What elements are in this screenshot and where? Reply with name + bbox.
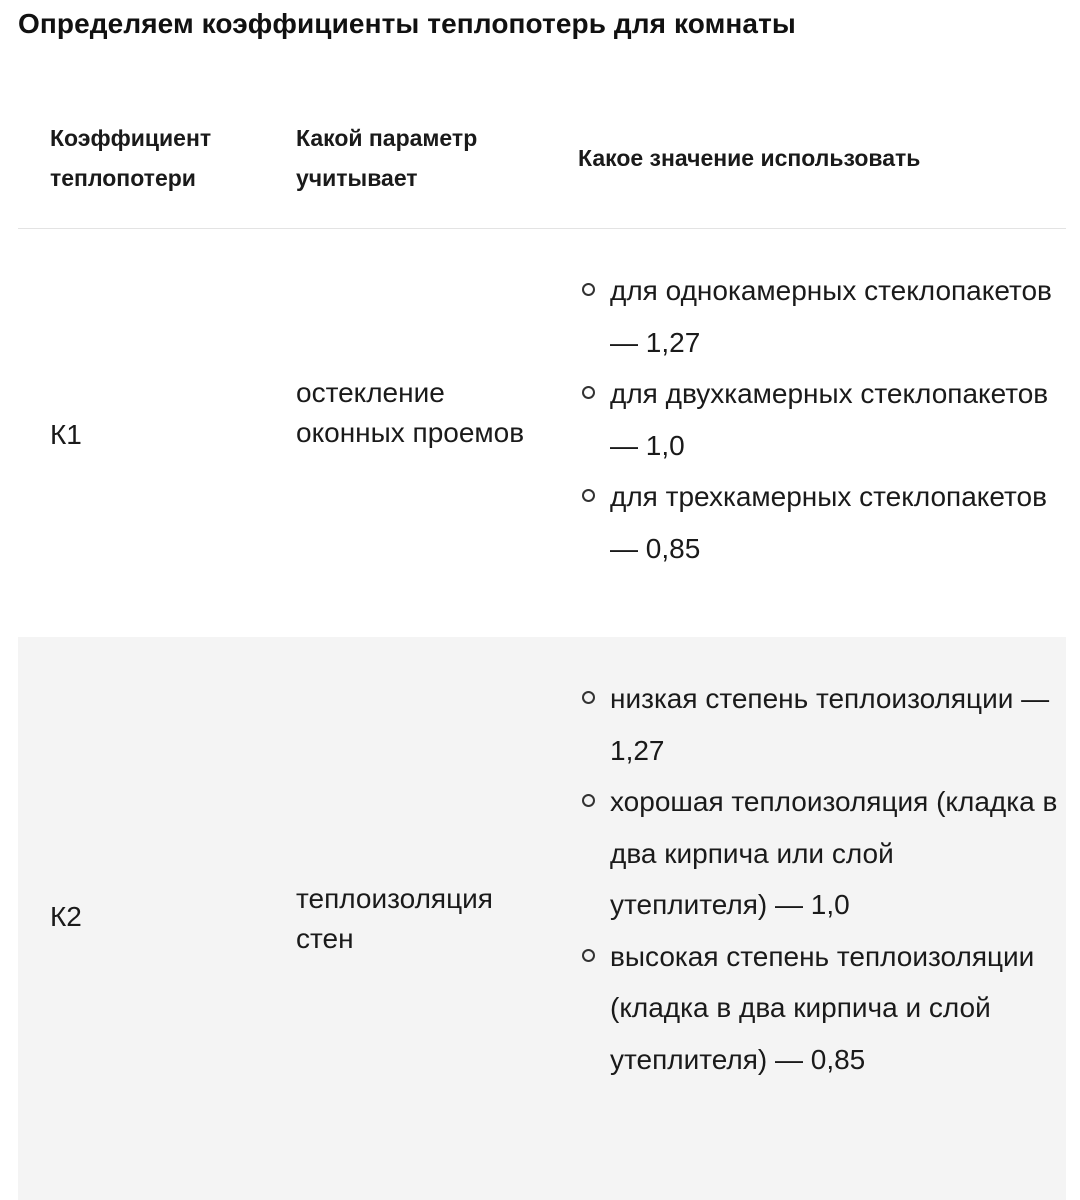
section-title: Определяем коэффициенты теплопотерь для комнаты (18, 8, 796, 39)
value-text: для двухкамерных стеклопакетов — 1,0 (610, 378, 1049, 461)
circle-bullet-icon (582, 794, 595, 807)
circle-bullet-icon (582, 691, 595, 704)
coefficient-code: К2 (50, 901, 82, 932)
value-text: для однокамерных стеклопакетов — 1,27 (610, 275, 1052, 358)
table-header (18, 100, 1066, 229)
value-text: для трехкамерных стеклопакетов — 0,85 (610, 481, 1047, 564)
list-item (578, 673, 1058, 776)
table-row (18, 637, 1066, 1200)
parameter-text: остекление оконных проемов (296, 377, 525, 448)
parameter-text: теплоизоляция стен (296, 883, 493, 954)
list-item (578, 931, 1058, 1086)
header-value: Какое значение использовать (578, 145, 921, 171)
circle-bullet-icon (582, 489, 595, 502)
value-text: хорошая теплоизоляция (кладка в два кирпича или слой утеплителя) — 1,0 (610, 786, 1058, 920)
circle-bullet-icon (582, 949, 595, 962)
list-item (578, 368, 1058, 471)
circle-bullet-icon (582, 283, 595, 296)
list-item (578, 471, 1058, 574)
list-item (578, 265, 1058, 368)
coefficients-table (18, 100, 1066, 1200)
value-list (578, 265, 1058, 574)
value-list (578, 673, 1058, 1085)
header-parameter: Какой параметр учитывает (296, 125, 478, 191)
list-item (578, 776, 1058, 931)
circle-bullet-icon (582, 386, 595, 399)
coefficient-code: К1 (50, 419, 82, 450)
value-text: низкая степень теплоизоляции — 1,27 (610, 683, 1050, 766)
header-coefficient: Коэффициент теплопотери (50, 125, 212, 191)
table-row (18, 229, 1066, 637)
value-text: высокая степень теплоизоляции (кладка в два кирпича и слой утеплителя) — 0,85 (610, 940, 1035, 1075)
